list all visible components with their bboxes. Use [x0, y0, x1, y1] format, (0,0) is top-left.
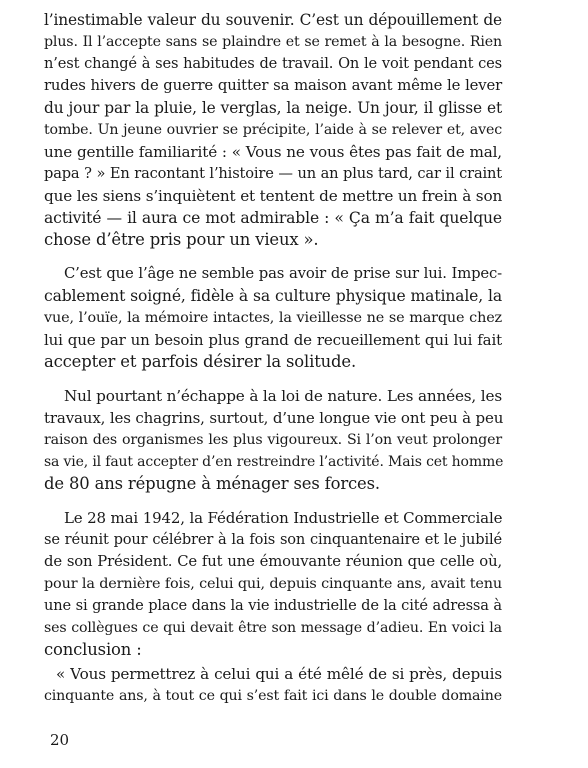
text-line: n’est changé à ses habitudes de travail. On le voit pendant ces	[44, 55, 502, 72]
text-line: de son Président. Ce fut une émouvante réunion que celle où,	[44, 553, 502, 570]
text-line: du jour par la pluie, le verglas, la neige. Un jour, il glisse et	[44, 99, 502, 117]
text-line: tombe. Un jeune ouvrier se précipite, l’aide à se relever et, avec	[44, 122, 502, 138]
text-line: vue, l’ouïe, la mémoire intactes, la vieillesse ne se marque chez	[44, 310, 502, 326]
page-number: 20	[50, 731, 70, 749]
text-line: plus. Il l’accepte sans se plaindre et se remet à la besogne. Rien	[44, 34, 502, 50]
text-line: « Vous permettrez à celui qui a été mêlé de si près, depuis	[56, 665, 502, 683]
text-line: ses collègues ce qui devait être son message d’adieu. En voici la	[44, 620, 502, 636]
text-line: conclusion :	[44, 640, 142, 659]
text-line: chose d’être pris pour un vieux ».	[44, 230, 319, 249]
text-line: l’inestimable valeur du souvenir. C’est un dépouillement de	[44, 11, 502, 29]
text-line: sa vie, il faut accepter d’en restreindre l’activité. Mais cet homme	[44, 454, 504, 470]
text-line: raison des organismes les plus vigoureux. Si l’on veut prolonger	[44, 432, 502, 448]
text-line: cablement soigné, fidèle à sa culture physique matinale, la	[44, 287, 502, 305]
text-line: activité — il aura ce mot admirable : « Ça m’a fait quelque	[44, 209, 502, 227]
text-line: C’est que l’âge ne semble pas avoir de prise sur lui. Impec-	[64, 265, 502, 282]
text-line: rudes hivers de guerre quitter sa maison avant même le lever	[44, 77, 502, 94]
text-line: travaux, les chagrins, surtout, d’une longue vie ont peu à peu	[44, 409, 504, 427]
text-line: pour la dernière fois, celui qui, depuis cinquante ans, avait tenu	[44, 576, 502, 592]
text-line: de 80 ans répugne à ménager ses forces.	[44, 474, 380, 493]
text-line: lui que par un besoin plus grand de recueillement qui lui fait	[44, 331, 502, 349]
text-line: cinquante ans, à tout ce qui s’est fait ici dans le double domaine	[44, 688, 502, 704]
text-line: que les siens s’inquiètent et tentent de mettre un frein à son	[44, 187, 503, 205]
text-line: une si grande place dans la vie industrielle de la cité adressa à	[44, 597, 502, 614]
text-line: Le 28 mai 1942, la Fédération Industrielle et Commerciale	[64, 509, 503, 527]
text-line: papa ? » En racontant l’histoire — un an plus tard, car il craint	[44, 165, 502, 182]
text-line: accepter et parfois désirer la solitude.	[44, 352, 357, 371]
text-line: une gentille familiarité : « Vous ne vous êtes pas fait de mal,	[44, 143, 502, 161]
text-line: se réunit pour célébrer à la fois son cinquantenaire et le jubilé	[44, 531, 502, 548]
text-line: Nul pourtant n’échappe à la loi de nature. Les années, les	[64, 387, 502, 405]
